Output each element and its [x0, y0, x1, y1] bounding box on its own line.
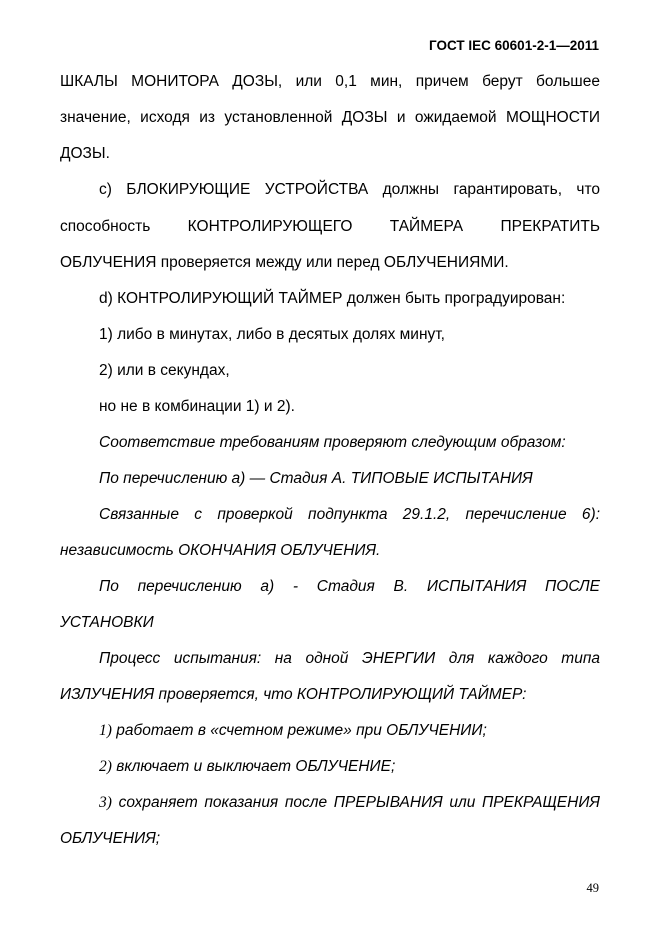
paragraph-line: ОБЛУЧЕНИЯ;: [60, 830, 161, 847]
list-item: 2) или в секундах,: [99, 362, 230, 379]
paragraph-line: но не в комбинации 1) и 2).: [99, 398, 295, 415]
stage-b-heading: По перечислению а) - Стадия В. ИСПЫТАНИЯ ПОСЛЕ: [99, 578, 600, 595]
paragraph-line: ШКАЛЫ МОНИТОРА ДОЗЫ, или 0,1 мин, причем берут большее: [60, 73, 600, 90]
paragraph-line: ОБЛУЧЕНИЯ проверяется между или перед ОБЛУЧЕНИЯМИ.: [60, 254, 509, 271]
paragraph-line: c) БЛОКИРУЮЩИЕ УСТРОЙСТВА должны гарантировать, что: [99, 181, 600, 198]
list-item: 1) либо в минутах, либо в десятых долях минут,: [99, 326, 445, 343]
test-list-item: [99, 757, 600, 777]
paragraph-line: Процесс испытания: на одной ЭНЕРГИИ для каждого типа: [99, 650, 600, 667]
paragraph-line: Связанные с проверкой подпункта 29.1.2, перечисление 6):: [99, 506, 600, 523]
compliance-heading: Соответствие требованиям проверяют следующим образом:: [99, 434, 566, 451]
test-list-item: [99, 793, 600, 813]
list-item-row: [99, 793, 600, 813]
list-item-text: включает и выключает ОБЛУЧЕНИЕ;: [116, 758, 396, 775]
paragraph-line: d) КОНТРОЛИРУЮЩИЙ ТАЙМЕР должен быть проградуирован:: [99, 290, 566, 307]
list-number: 3): [99, 794, 112, 811]
list-number: 2): [99, 758, 112, 775]
stage-a-heading: По перечислению а) — Стадия А. ТИПОВЫЕ ИСПЫТАНИЯ: [99, 470, 533, 487]
paragraph-line: независимость ОКОНЧАНИЯ ОБЛУЧЕНИЯ.: [60, 542, 381, 559]
paragraph-line: ИЗЛУЧЕНИЯ проверяется, что КОНТРОЛИРУЮЩИЙ ТАЙМЕР:: [60, 686, 527, 703]
page-number: 49: [586, 881, 599, 895]
paragraph-line: ДОЗЫ.: [60, 145, 110, 162]
stage-b-heading-cont: УСТАНОВКИ: [60, 614, 154, 631]
test-list-item: [99, 721, 600, 741]
list-item-text: работает в «счетном режиме» при ОБЛУЧЕНИИ;: [116, 722, 487, 739]
list-item-text: сохраняет показания после ПРЕРЫВАНИЯ или ПРЕКРАЩЕНИЯ: [118, 794, 600, 811]
document-header: ГОСТ IEC 60601-2-1—2011: [429, 38, 599, 53]
list-number: 1): [99, 722, 112, 739]
paragraph-line: значение, исходя из установленной ДОЗЫ и ожидаемой МОЩНОСТИ: [60, 109, 600, 126]
paragraph-line: способность КОНТРОЛИРУЮЩЕГО ТАЙМЕРА ПРЕКРАТИТЬ: [60, 218, 600, 235]
